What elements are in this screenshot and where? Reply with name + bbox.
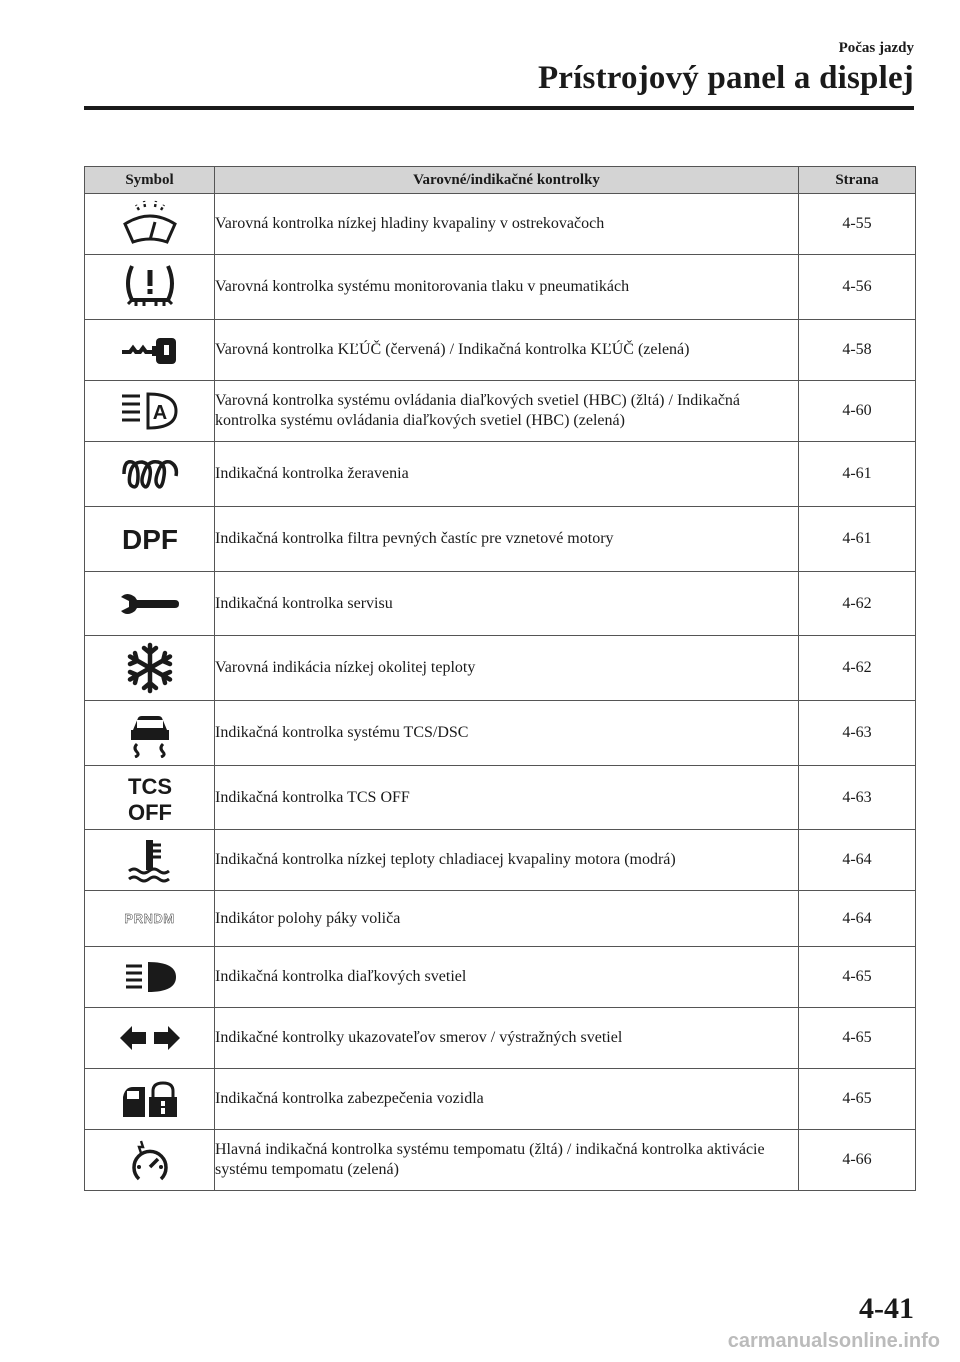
symbol-cell [85, 320, 215, 381]
symbol-cell [85, 891, 215, 947]
tcs-off-icon [120, 772, 180, 824]
row-page: 4-58 [799, 320, 916, 381]
wrench-icon [117, 587, 183, 621]
glow-plug-icon [118, 454, 182, 494]
gear-position-icon: PRNDM [124, 910, 175, 926]
table-row [85, 194, 916, 255]
turn-signal-icon [118, 1023, 182, 1053]
row-page: 4-62 [799, 572, 916, 636]
row-description: Varovná indikácia nízkej okolitej teploty [215, 636, 799, 701]
row-description: Indikačná kontrolka zabezpečenia vozidla [215, 1069, 799, 1130]
row-description: Indikačná kontrolka systému TCS/DSC [215, 701, 799, 766]
row-description: Varovná kontrolka systému monitorovania tlaku v pneumatikách [215, 255, 799, 320]
row-description: Varovná kontrolka KĽÚČ (červená) / Indikačná kontrolka KĽÚČ (zelená) [215, 320, 799, 381]
row-page: 4-62 [799, 636, 916, 701]
tire-pressure-icon [120, 262, 180, 312]
table-row [85, 255, 916, 320]
row-page: 4-65 [799, 1008, 916, 1069]
row-description: Indikačná kontrolka servisu [215, 572, 799, 636]
table-row [85, 572, 916, 636]
row-page: 4-65 [799, 1069, 916, 1130]
column-header-symbol: Symbol [85, 167, 215, 194]
row-page: 4-66 [799, 1130, 916, 1191]
high-beam-icon [122, 960, 178, 994]
table-row [85, 381, 916, 442]
row-description: Indikačná kontrolka diaľkových svetiel [215, 947, 799, 1008]
row-page: 4-64 [799, 891, 916, 947]
off-text: OFF [127, 799, 172, 824]
row-description: Indikačné kontrolky ukazovateľov smerov / výstražných svetiel [215, 1008, 799, 1069]
table-header-row [85, 167, 916, 194]
row-page: 4-61 [799, 442, 916, 507]
table-row [85, 636, 916, 701]
symbol-cell [85, 766, 215, 830]
key-icon [118, 330, 182, 370]
tcs-text: TCS [127, 773, 172, 799]
symbol-cell [85, 701, 215, 766]
tcs-dsc-icon [123, 708, 177, 758]
symbol-cell [85, 1130, 215, 1191]
table-row [85, 701, 916, 766]
column-header-description: Varovné/indikačné kontrolky [215, 167, 799, 194]
row-page: 4-61 [799, 507, 916, 572]
coolant-temp-icon [123, 837, 177, 883]
symbol-cell [85, 1008, 215, 1069]
table-row [85, 1008, 916, 1069]
row-page: 4-55 [799, 194, 916, 255]
symbol-cell [85, 1069, 215, 1130]
dpf-text: DPF [121, 524, 178, 555]
table-row [85, 442, 916, 507]
table-row [85, 320, 916, 381]
symbol-cell [85, 572, 215, 636]
row-description: Indikačná kontrolka TCS OFF [215, 766, 799, 830]
cruise-control-icon [125, 1137, 175, 1183]
table-row [85, 1069, 916, 1130]
row-description: Hlavná indikačná kontrolka systému tempomatu (žltá) / indikačná kontrolka aktivácie systému tempomatu (zelená) [215, 1130, 799, 1191]
symbol-cell [85, 442, 215, 507]
row-description: Indikačná kontrolka filtra pevných častíc pre vznetové motory [215, 507, 799, 572]
row-description: Indikátor polohy páky voliča [215, 891, 799, 947]
row-page: 4-60 [799, 381, 916, 442]
watermark: carmanualsonline.info [727, 1330, 940, 1352]
row-description: Indikačná kontrolka nízkej teploty chladiacej kvapaliny motora (modrá) [215, 830, 799, 891]
row-description: Varovná kontrolka nízkej hladiny kvapaliny v ostrekovačoch [215, 194, 799, 255]
svg-text:A: A [152, 402, 167, 424]
symbol-cell [85, 830, 215, 891]
column-header-page: Strana [799, 167, 916, 194]
indicator-table [84, 166, 916, 1191]
section-title: Počas jazdy [838, 40, 914, 56]
table-row [85, 1130, 916, 1191]
header-divider [84, 106, 914, 110]
symbol-cell [85, 255, 215, 320]
table-row [85, 766, 916, 830]
table-row [85, 947, 916, 1008]
row-page: 4-65 [799, 947, 916, 1008]
symbol-cell [85, 381, 215, 442]
snowflake-icon [124, 642, 176, 694]
security-icon [119, 1077, 181, 1121]
table-row [85, 507, 916, 572]
washer-fluid-icon [119, 200, 181, 248]
row-description: Indikačná kontrolka žeravenia [215, 442, 799, 507]
table-row [85, 891, 916, 947]
row-description: Varovná kontrolka systému ovládania diaľkových svetiel (HBC) (žltá) / Indikačná kontrolka systému ovládania diaľkových svetiel (HBC) (zelená) [215, 381, 799, 442]
page-number: 4-41 [859, 1292, 914, 1325]
row-page: 4-63 [799, 701, 916, 766]
row-page: 4-63 [799, 766, 916, 830]
row-page: 4-56 [799, 255, 916, 320]
high-beam-control-icon [118, 390, 182, 432]
row-page: 4-64 [799, 830, 916, 891]
symbol-cell [85, 194, 215, 255]
page-title: Prístrojový panel a displej [537, 60, 914, 96]
symbol-cell [85, 507, 215, 572]
table-row [85, 830, 916, 891]
symbol-cell [85, 947, 215, 1008]
symbol-cell [85, 636, 215, 701]
dpf-icon [115, 522, 185, 556]
